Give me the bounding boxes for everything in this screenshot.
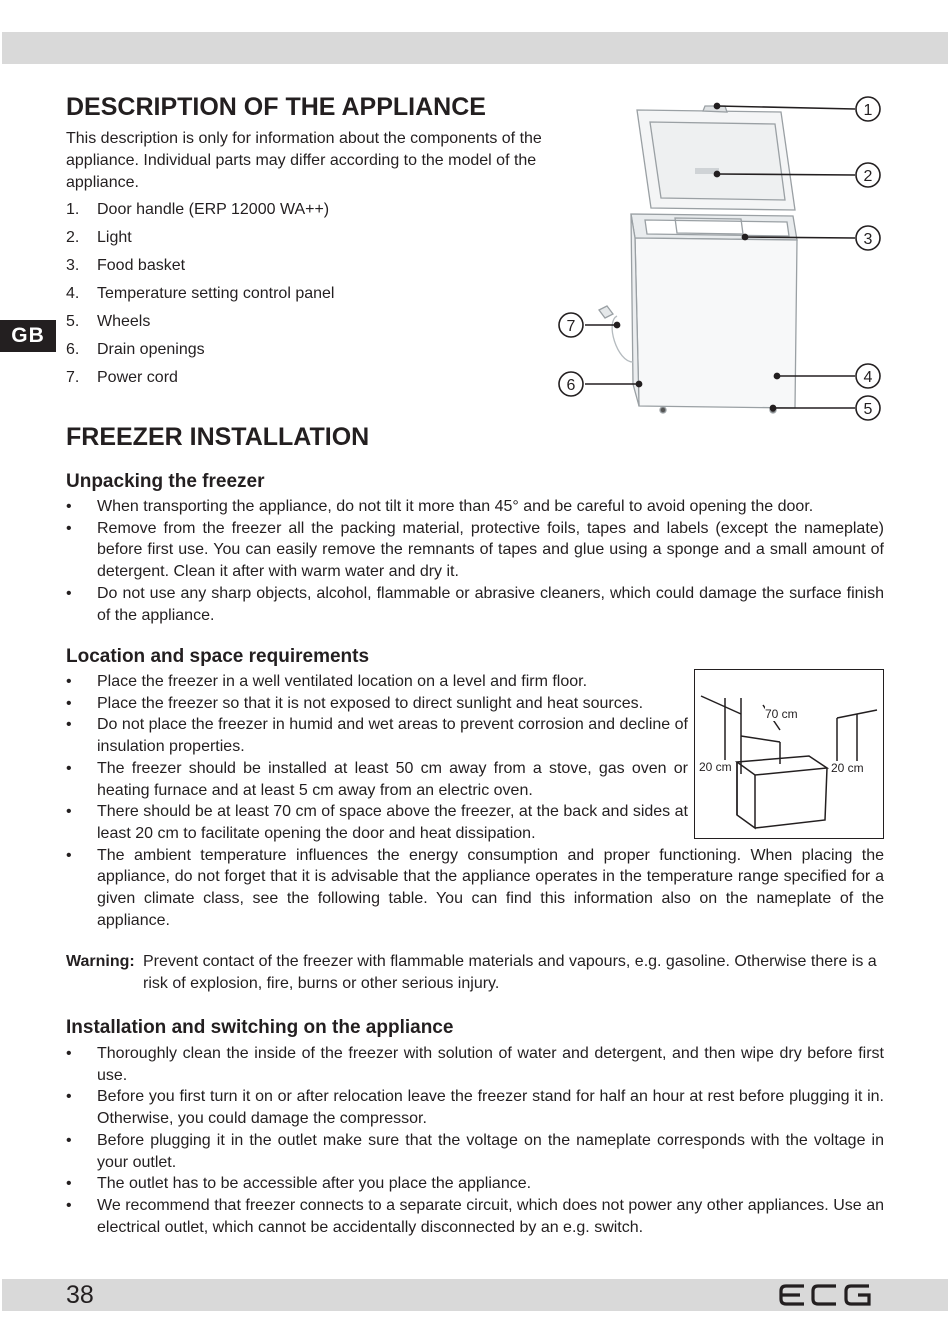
- item-label: Drain openings: [97, 341, 205, 358]
- list-item: • The freezer should be installed at least 50 cm away from a stove, gas oven or heating furnace and at least 5 cm away from an electric oven.: [66, 758, 688, 801]
- list-item: • The outlet has to be accessible after you place the appliance.: [66, 1173, 884, 1195]
- description-intro: This description is only for information about the components of the appliance. Individual parts may differ according to the model of the appliance.: [66, 130, 542, 191]
- clearance-top-label: 70 cm: [765, 707, 798, 721]
- warning-note: [66, 951, 884, 995]
- item-number: 3.: [66, 257, 80, 274]
- list-item: • Remove from the freezer all the packing material, protective foils, tapes and labels (except the nameplate) before first use. You can easily remove the remnants of tapes and glue using a sponge and a small amount of detergent. Clean it after with warm water and dry it.: [66, 518, 884, 583]
- list-item: [66, 198, 334, 226]
- item-number: 2.: [66, 229, 80, 246]
- clearance-diagram: [694, 669, 884, 839]
- heading-location: Location and space requirements: [66, 646, 370, 667]
- section-title-installation: FREEZER INSTALLATION: [66, 423, 370, 451]
- item-label: Temperature setting control panel: [97, 285, 335, 302]
- clearance-right-label: 20 cm: [831, 761, 864, 775]
- callout-6: 6: [566, 377, 576, 394]
- callout-7: 7: [566, 318, 576, 335]
- warning-label: Warning:: [66, 953, 135, 970]
- list-item: • When transporting the appliance, do not tilt it more than 45° and be careful to avoid opening the door.: [66, 496, 884, 518]
- list-item: • Do not place the freezer in humid and wet areas to prevent corrosion and decline of insulation properties.: [66, 714, 688, 757]
- heading-installation: Installation and switching on the appliance: [66, 1017, 454, 1038]
- item-number: 5.: [66, 313, 80, 330]
- ecg-logo: [778, 1283, 872, 1307]
- clearance-left-label: 20 cm: [699, 760, 732, 774]
- list-item: • Thoroughly clean the inside of the freezer with solution of water and detergent, and then wipe dry before first use.: [66, 1043, 884, 1086]
- freezer-illustration: [555, 92, 885, 422]
- location-list: [66, 671, 884, 931]
- item-label: Light: [97, 229, 132, 246]
- list-item: [66, 226, 334, 254]
- list-item: • Place the freezer in a well ventilated location on a level and firm floor.: [66, 671, 688, 693]
- list-item: [66, 366, 334, 394]
- warning-text: Prevent contact of the freezer with flammable materials and vapours, e.g. gasoline. Otherwise there is a risk of explosion, fire, burns or other serious injury.: [143, 953, 877, 992]
- item-number: 1.: [66, 201, 80, 218]
- list-item: [66, 338, 334, 366]
- list-item: [66, 254, 334, 282]
- item-label: Food basket: [97, 257, 186, 274]
- item-label: Wheels: [97, 313, 151, 330]
- callout-3: 3: [863, 231, 873, 248]
- callout-2: 2: [863, 168, 873, 185]
- callout-5: 5: [863, 401, 873, 418]
- component-list: [66, 198, 334, 394]
- header-bar: [2, 32, 948, 64]
- item-number: 6.: [66, 341, 80, 358]
- list-item: [66, 310, 334, 338]
- installation-list: [66, 1043, 884, 1238]
- language-tab: GB: [0, 320, 56, 352]
- list-item: • Before you first turn it on or after relocation leave the freezer stand for half an hour at rest before plugging it in. Otherwise, you could damage the compressor.: [66, 1086, 884, 1129]
- list-item: [66, 282, 334, 310]
- list-item: • Place the freezer so that it is not exposed to direct sunlight and heat sources.: [66, 693, 688, 715]
- list-item: • The ambient temperature influences the energy consumption and proper functioning. When placing the appliance, do not forget that it is advisable that the appliance operates in the temperature range specified for a given climate class, see the following table. You can find this information also on the nameplate of the appliance.: [66, 845, 884, 932]
- unpacking-list: [66, 496, 884, 626]
- clearance-drawing: [695, 670, 882, 837]
- heading-unpacking: Unpacking the freezer: [66, 471, 265, 492]
- item-number: 7.: [66, 369, 80, 386]
- section-title-description: DESCRIPTION OF THE APPLIANCE: [66, 93, 486, 121]
- list-item: • There should be at least 70 cm of space above the freezer, at the back and sides at least 20 cm to facilitate opening the door and heat dissipation.: [66, 801, 688, 844]
- list-item: • Do not use any sharp objects, alcohol, flammable or abrasive cleaners, which could damage the surface finish of the appliance.: [66, 583, 884, 626]
- item-number: 4.: [66, 285, 80, 302]
- page-number: 38: [66, 1281, 94, 1309]
- callout-4: 4: [863, 369, 873, 386]
- item-label: Power cord: [97, 369, 178, 386]
- list-item: • Before plugging it in the outlet make sure that the voltage on the nameplate corresponds with the voltage in your outlet.: [66, 1130, 884, 1173]
- callout-1: 1: [863, 102, 873, 119]
- list-item: • We recommend that freezer connects to a separate circuit, which does not power any other appliances. Use an electrical outlet, which cannot be accidentally disconnected by an e.g. switch.: [66, 1195, 884, 1238]
- item-label: Door handle (ERP 12000 WA++): [97, 201, 330, 218]
